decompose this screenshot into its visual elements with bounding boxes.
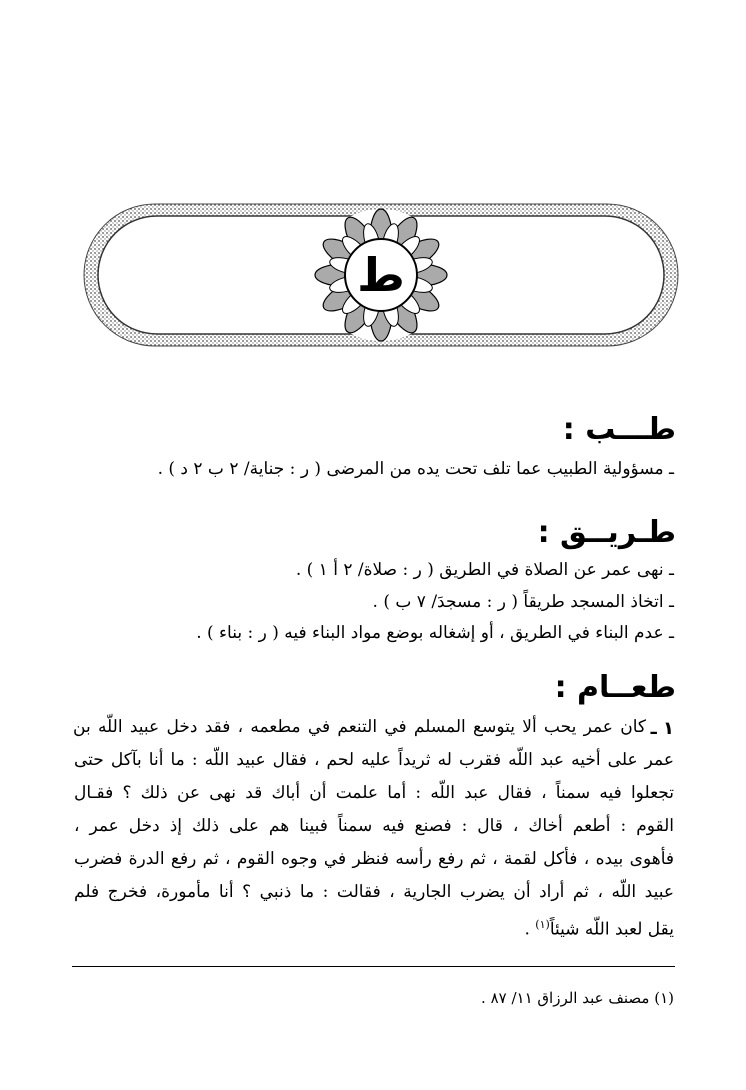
paragraph-last-line <box>524 910 674 945</box>
footnote: (١) مصنف عبد الرزاق ١١/ ٨٧ . <box>481 989 674 1007</box>
list-item: ـ نهى عمر عن الصلاة في الطريق ( ر : صلاة/ ٢ أ ١ ) . <box>295 560 674 580</box>
footnote-divider <box>72 966 675 967</box>
paragraph-line-end: . <box>524 919 536 940</box>
banner-letter: ط <box>357 248 405 302</box>
section-heading-tibb: طـــب : <box>562 412 676 447</box>
footnote-marker[interactable]: (١) <box>535 918 550 931</box>
paragraph-line-text: يقل لعبد اللّه شيئاً <box>549 919 674 940</box>
paragraph-line: فأهوى بيده ، فأكل لقمة ، ثم رفع رأسه فنظر في وجوه القوم ، ثم رفع الدرة فضرب <box>74 849 674 869</box>
paragraph-line: كان عمر يحب ألا يتوسع المسلم في التنعم في مطعمه ، فقد دخل عبيد اللّه بن <box>73 717 646 737</box>
section-heading-tariq: طـريــق : <box>537 515 676 550</box>
paragraph-line: تجعلوا فيه سمناً ، فقال عبد اللّه : أما علمت أن أباك قد نهى عن ذلك ؟ فقـال <box>74 783 674 803</box>
paragraph-line: عبيد اللّه ، ثم أراد أن يضرب الجارية ، فقالت : ما ذنبي ؟ أنا مأمورة، فخرج فلم <box>74 882 674 902</box>
paragraph-line: عمر على أخيه عبد اللّه فقرب له ثريداً عليه لحم ، فقال عبيد اللّه : ما أنا بآكل حتى <box>74 750 674 770</box>
chapter-banner <box>82 200 680 350</box>
list-item: ـ مسؤولية الطبيب عما تلف تحت يده من المرضى ( ر : جناية/ ٢ ب ٢ د ) . <box>157 459 674 479</box>
flower-rosette-icon <box>315 209 447 341</box>
paragraph-line: القوم : أطعم أخاك ، قال : فصنع فيه سمناً فبينا هم على ذلك إذ دخل عمر ، <box>74 816 674 836</box>
list-item: ـ عدم البناء في الطريق ، أو إشغاله بوضع مواد البناء فيه ( ر : بناء ) . <box>196 623 674 643</box>
section-heading-taam: طعــام : <box>554 670 676 705</box>
list-item: ـ اتخاذ المسجد طريقاً ( ر : مسجدَ/ ٧ ب ) . <box>372 592 674 612</box>
paragraph-number: ١ ـ <box>650 718 674 739</box>
